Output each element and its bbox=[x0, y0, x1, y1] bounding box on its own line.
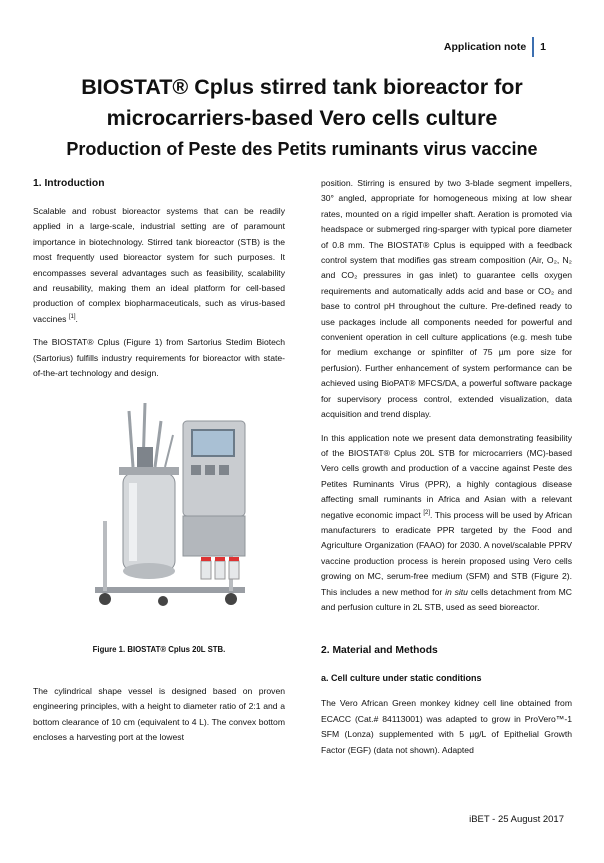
ref-2: [2] bbox=[423, 509, 430, 516]
left-column bbox=[33, 176, 285, 754]
bioreactor-figure bbox=[33, 391, 285, 634]
subsection-cell-culture: a. Cell culture under static conditions bbox=[321, 673, 482, 684]
title-line-1: BIOSTAT® Cplus stirred tank bioreactor for bbox=[81, 75, 523, 99]
right-column bbox=[321, 176, 572, 766]
right-text-2-end: cells detachment from MC and perfusion culture in 2L STB, used as seed bioreactor. bbox=[321, 586, 572, 612]
intro-paragraph-3: The cylindrical shape vessel is designed based on proven engineering principles, with a height to diameter ratio of 2:1 and a bottom clearance of 10 cm (equivalent to 4 L). The convex bottom encloses a harvesting port at the lowest bbox=[33, 685, 285, 743]
intro-paragraph-2: The BIOSTAT® Cplus (Figure 1) from Sartorius Stedim Biotech (Sartorius) fulfills industry requirements for bioreactor with state-of-the-art technology and design. bbox=[33, 337, 285, 379]
right-paragraph-1: position. Stirring is ensured by two 3-blade segment impellers, 30° angled, appropriate for homogeneous mixing at low shear rates, mounted on a rigid impeller shaft. Aeration is promoted via headspace or submerged ring-sparger with typical pore diameter of 0.8 mm. The BIOSTAT® Cplus is equipped with a feedback control system that modifies gas stream composition (Air, O₂, N₂ and CO₂ pressures in gas inlet) to guarantee cells oxygen requirements and automatically adds acid and base or CO₂ and base to control pH throughout the culture. Pre-defined ready to use packages include all components needed for powerful and convenient operation in cell culture applications (e.g. mesh tube for medium exchange or spinfilter of 75 µm pore size for perfusion). Further enhancement of system performance can be achieved using BioPAT® MFCS/DA, a powerful software package for supervisory process control, extended visualization, data acquisition and trend display. bbox=[321, 178, 572, 420]
header-divider bbox=[532, 37, 534, 57]
figure-caption: Figure 1. BIOSTAT® Cplus 20L STB. bbox=[92, 645, 226, 655]
intro-text-1: Scalable and robust bioreactor systems that can be readily applied in a large-scale, industrial setting are of paramount importance in biotechnology. Stirred tank bioreactor (STB) is the most frequently used bioreactor system for such purposes. It encompasses several advantages such as feasibility, scalability and reusability, making them an ideal platform for cell-based production of complex biopharmaceuticals, such as virus-based vaccines bbox=[33, 206, 285, 324]
page-number: 1 bbox=[540, 41, 546, 53]
header-label: Application note bbox=[443, 41, 527, 53]
bioreactor-illustration bbox=[33, 391, 285, 634]
section-materials-methods: 2. Material and Methods bbox=[321, 645, 438, 657]
intro-paragraph-1: Scalable and robust bioreactor systems that can be readily applied in a large-scale, industrial setting are of paramount importance in biotechnology. Stirred tank bioreactor (STB) is the most frequently used bioreactor system for such purposes. It encompasses several advantages such as feasibility, scalability and reusability, making them an ideal platform for cell-based production of complex biopharmaceuticals, such as virus-based vaccines [1]. bbox=[33, 206, 285, 324]
right-paragraph-2 bbox=[321, 431, 572, 616]
right-text-2: In this application note we present data demonstrating feasibility of the BIOSTAT® Cplus 20L STB for microcarriers (MC)-based Vero cells growth and production of a vaccine against Peste des Petites Ruminants Virus (PPR), a highly contagious disease affecting small ruminants in Africa and Asian with a relevant negative economic impact bbox=[321, 432, 572, 520]
section-introduction: 1. Introduction bbox=[33, 178, 105, 189]
right-text-2-tail: . This process will be used by African manufacturers to eradicate PPR targeted by the Food and Agriculture Organization (FAAO) for 2030. A novel/scalable PPRV vaccine production process is herein proposed using Vero cells growing on MC, serum-free medium (SFM) and STB (Figure 2). This includes a new method for bbox=[321, 509, 573, 597]
header-note bbox=[444, 37, 546, 57]
page-footer: iBET - 25 August 2017 bbox=[469, 814, 564, 825]
page-title bbox=[0, 72, 604, 134]
ref-1: [1] bbox=[68, 313, 76, 320]
page-subtitle: Production of Peste des Petits ruminants virus vaccine bbox=[66, 139, 538, 159]
title-line-2: microcarriers-based Vero cells culture bbox=[106, 106, 498, 130]
right-paragraph-3: The Vero African Green monkey kidney cell line obtained from ECACC (Cat.# 84113001) was adapted to grow in ProVero™-1 SFM (Lonza) supplemented with 5 µg/L of Epithelial Growth Factor (EGF) (data not shown). Adapted bbox=[321, 698, 572, 755]
italic-in-situ: in situ bbox=[445, 586, 468, 597]
